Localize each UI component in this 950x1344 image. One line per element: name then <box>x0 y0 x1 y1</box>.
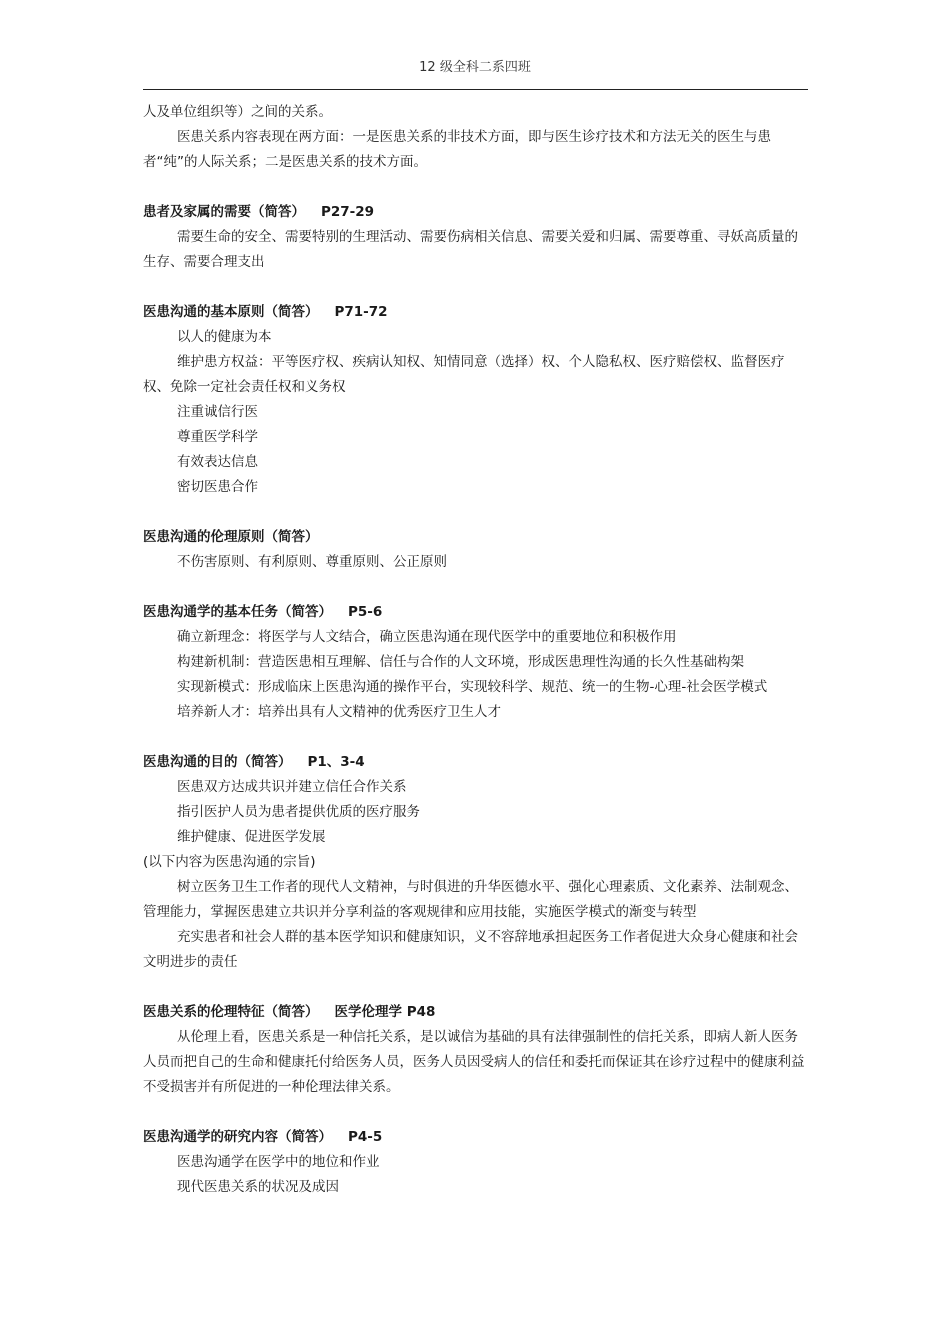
section-ref: 医学伦理学 P48 <box>334 1004 436 1020</box>
section-heading <box>143 750 811 775</box>
section-heading <box>143 1125 811 1150</box>
section-ref: P1、3-4 <box>307 754 365 770</box>
section-research-content <box>143 1125 811 1200</box>
document-body <box>143 100 811 1200</box>
section-purpose <box>143 750 811 975</box>
section-heading <box>143 525 811 550</box>
page-header: 12 级全科二系四班 <box>419 60 531 75</box>
section-line: 尊重医学科学 <box>177 429 258 445</box>
section-line: 医患双方达成共识并建立信任合作关系 <box>177 779 407 795</box>
section-title: 医患沟通的目的（简答） <box>143 754 292 770</box>
section-line: 实现新模式：形成临床上医患沟通的操作平台，实现较科学、规范、统一的生物-心理-社会医学模式 <box>177 679 768 695</box>
section-ref: P71-72 <box>334 304 388 320</box>
intro-paragraph: 医患关系内容表现在两方面：一是医患关系的非技术方面，即与医生诊疗技术和方法无关的医生与患者“纯”的人际关系；二是医患关系的技术方面。 <box>143 129 771 170</box>
section-line: 以人的健康为本 <box>177 329 272 345</box>
section-line: 树立医务卫生工作者的现代人文精神，与时俱进的升华医德水平、强化心理素质、文化素养、法制观念、管理能力，掌握医患建立共识并分享利益的客观规律和应用技能，实施医学模式的渐变与转型 <box>143 879 798 920</box>
section-line: 培养新人才：培养出具有人文精神的优秀医疗卫生人才 <box>177 704 501 720</box>
section-title: 医患沟通学的研究内容（简答） <box>143 1129 332 1145</box>
section-ref: P4-5 <box>348 1129 383 1145</box>
section-line: 从伦理上看，医患关系是一种信托关系，是以诚信为基础的具有法律强制性的信托关系，即病人新人医务人员而把自己的生命和健康托付给医务人员，医务人员因受病人的信任和委托而保证其在诊疗过程中的健康利益不受损害并有所促进的一种伦理法律关系。 <box>143 1029 805 1095</box>
continuation-line: 人及单位组织等）之间的关系。 <box>143 104 332 120</box>
section-heading <box>143 300 811 325</box>
section-line: 现代医患关系的状况及成因 <box>177 1179 339 1195</box>
section-title: 医患关系的伦理特征（简答） <box>143 1004 319 1020</box>
section-ref: P27-29 <box>321 204 375 220</box>
section-line: 有效表达信息 <box>177 454 258 470</box>
section-ref: P5-6 <box>348 604 383 620</box>
section-title: 医患沟通的伦理原则（简答） <box>143 529 319 545</box>
header-rule <box>143 89 808 90</box>
section-ethical-principles <box>143 525 811 575</box>
section-line: 构建新机制：营造医患相互理解、信任与合作的人文环境，形成医患理性沟通的长久性基础构架 <box>177 654 744 670</box>
section-title: 医患沟通学的基本任务（简答） <box>143 604 332 620</box>
section-heading <box>143 200 811 225</box>
section-line: 指引医护人员为患者提供优质的医疗服务 <box>177 804 420 820</box>
section-line: 医患沟通学在医学中的地位和作业 <box>177 1154 380 1170</box>
section-heading <box>143 1000 811 1025</box>
section-line: 确立新理念：将医学与人文结合，确立医患沟通在现代医学中的重要地位和积极作用 <box>177 629 677 645</box>
section-title: 患者及家属的需要（简答） <box>143 204 305 220</box>
section-patient-needs <box>143 200 811 275</box>
section-note: (以下内容为医患沟通的宗旨) <box>143 854 316 870</box>
section-heading <box>143 600 811 625</box>
section-line: 充实患者和社会人群的基本医学知识和健康知识，义不容辞地承担起医务工作者促进大众身心健康和社会文明进步的责任 <box>143 929 798 970</box>
section-basic-tasks <box>143 600 811 725</box>
section-line: 不伤害原则、有利原则、尊重原则、公正原则 <box>177 554 447 570</box>
section-line: 注重诚信行医 <box>177 404 258 420</box>
section-title: 医患沟通的基本原则（简答） <box>143 304 319 320</box>
section-line: 维护患方权益：平等医疗权、疾病认知权、知情同意（选择）权、个人隐私权、医疗赔偿权、监督医疗权、免除一定社会责任权和义务权 <box>143 354 785 395</box>
section-line: 密切医患合作 <box>177 479 258 495</box>
section-basic-principles <box>143 300 811 500</box>
section-line: 维护健康、促进医学发展 <box>177 829 326 845</box>
section-ethical-features <box>143 1000 811 1100</box>
section-line: 需要生命的安全、需要特别的生理活动、需要伤病相关信息、需要关爱和归属、需要尊重、寻妖高质量的生存、需要合理支出 <box>143 229 798 270</box>
